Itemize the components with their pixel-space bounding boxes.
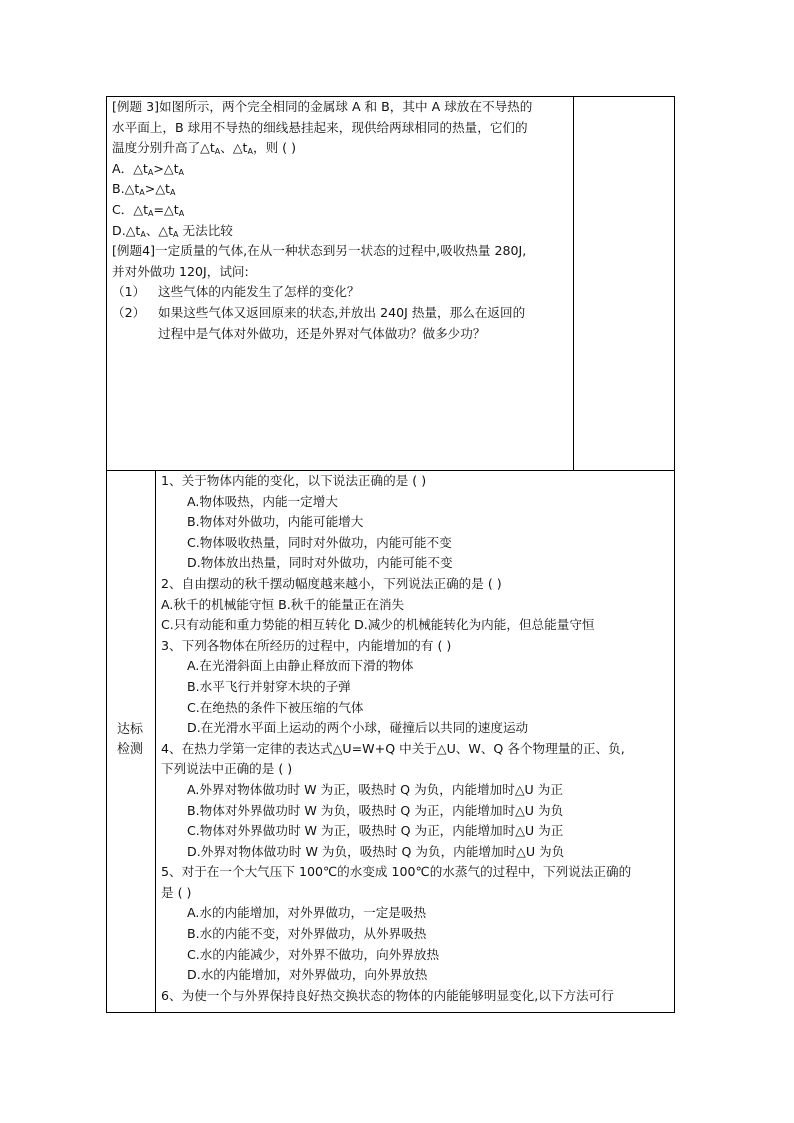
quiz-line: C.只有动能和重力势能的相互转化 D.减少的机械能转化为内能，但总能量守恒 (161, 617, 595, 633)
example3-line: [例题 3]如图所示，两个完全相同的金属球 A 和 B，其中 A 球放在不导热的 (112, 99, 533, 114)
quiz-line: A.秋千的机械能守恒 B.秋千的能量正在消失 (161, 596, 405, 612)
quiz-line: D.外界对物体做功时 W 为负，吸热时 Q 为负，内能增加时△U 为负 (187, 843, 565, 859)
notes-column-divider (573, 96, 574, 471)
quiz-line: 6、为使一个与外界保持良好热交换状态的物体的内能能够明显变化,以下方法可行 (161, 987, 614, 1003)
quiz-line: B.物体对外做功，内能可能增大 (187, 514, 364, 530)
quiz-line: 1、关于物体内能的变化，以下说法正确的是 ( ) (161, 473, 427, 488)
quiz-line: 2、自由摆动的秋千摆动幅度越来越小，下列说法正确的是 ( ) (161, 575, 502, 591)
quiz-line: C.物体吸收热量，同时对外做功，内能可能不变 (187, 534, 452, 550)
example4-question-2-cont: 过程中是气体对外做功，还是外界对气体做功？做多少功？ (158, 325, 486, 341)
example4-question-2: （2） 如果这些气体又返回原来的状态,并放出 240J 热量，那么在返回的 (112, 304, 526, 320)
example4-line: 并对外做功 120J，试问: (112, 263, 249, 279)
quiz-line: B.水平飞行并射穿木块的子弹 (187, 678, 351, 694)
quiz-line: 3、下列各物体在所经历的过程中，内能增加的有 ( ) (161, 637, 452, 653)
table-bottom-border (106, 1012, 675, 1013)
examples-cell (112, 97, 570, 344)
example3-option-c: C．$\triangle t_A=\triangle t_A$ (112, 201, 185, 218)
quiz-cell (161, 471, 671, 1006)
quiz-line: 下列说法中正确的是 ( ) (161, 761, 293, 777)
label-column-divider (155, 470, 156, 1013)
quiz-line: A.外界对物体做功时 W 为正，吸热时 Q 为负，内能增加时△U 为正 (187, 781, 563, 797)
quiz-line: D.在光滑水平面上运动的两个小球，碰撞后以共同的速度运动 (187, 720, 529, 736)
quiz-line: C.在绝热的条件下被压缩的气体 (187, 699, 364, 715)
example3-option-d: $D.\triangle t_A$、$\triangle t_A$ 无法比较 (112, 222, 233, 239)
example4-question-1: （1） 这些气体的内能发生了怎样的变化？ (112, 284, 360, 300)
example3-line: 温度分别升高了$\triangle t_A$、$\triangle t_A$，则 ( ) (112, 140, 296, 157)
quiz-line: 4、在热力学第一定律的表达式△U=W+Q 中关于△U、W、Q 各个物理量的正、负, (161, 740, 625, 756)
example3-line: 水平面上，B 球用不导热的细线悬挂起来，现供给两球相同的热量，它们的 (112, 119, 528, 135)
quiz-line: D.水的内能增加，对外界做功，向外界放热 (187, 967, 428, 983)
quiz-line: A.水的内能增加，对外界做功，一定是吸热 (187, 905, 427, 921)
quiz-line: C.物体对外界做功时 W 为正，吸热时 Q 为正，内能增加时△U 为正 (187, 823, 564, 839)
quiz-line: A.在光滑斜面上由静止释放而下滑的物体 (187, 658, 414, 674)
quiz-line: C.水的内能减少，对外界不做功，向外界放热 (187, 946, 440, 962)
example4-line: [例题4]一定质量的气体,在从一种状态到另一状态的过程中,吸收热量 280J, (112, 243, 527, 259)
quiz-line: 5、对于在一个大气压下 100℃的水变成 100℃的水蒸气的过程中，下列说法正确的 (161, 864, 632, 880)
quiz-line: B.物体对外界做功时 W 为负，吸热时 Q 为正，内能增加时△U 为负 (187, 802, 564, 818)
quiz-line: A.物体吸热，内能一定增大 (187, 493, 338, 509)
quiz-line: 是 ( ) (161, 884, 192, 900)
quiz-line: B.水的内能不变，对外界做功，从外界吸热 (187, 926, 427, 942)
example3-option-a: A．$\triangle t_A>\triangle t_A$ (112, 160, 184, 177)
quiz-line: D.物体放出热量，同时对外做功，内能可能不变 (187, 555, 453, 571)
table-left-border (106, 96, 107, 1013)
example3-option-b: $B.\triangle t_A>\triangle t_A$ (112, 181, 176, 198)
table-right-border (674, 96, 675, 1013)
section-label: 达标 检测 (116, 722, 143, 757)
